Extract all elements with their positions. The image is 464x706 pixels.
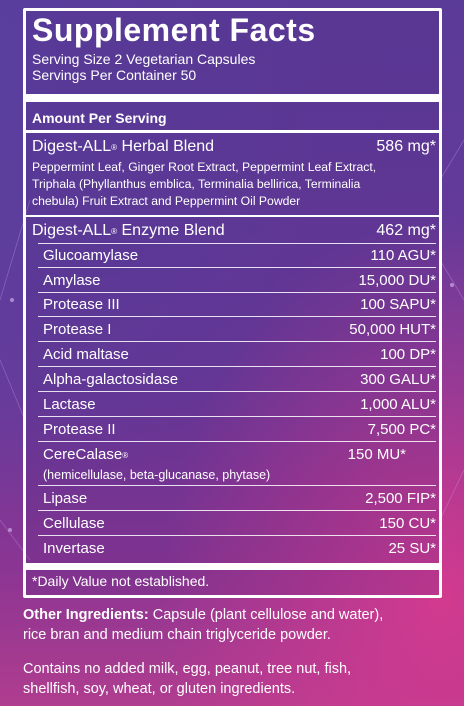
enzyme-row [32, 513, 436, 534]
enzyme-row [32, 344, 436, 365]
row-divider [38, 485, 436, 486]
enzyme-row [32, 419, 436, 440]
serving-size: Serving Size 2 Vegetarian Capsules [32, 51, 256, 67]
herbal-ingredients-line: Triphala (Phyllanthus emblica, Terminalia bellirica, Terminalia [32, 177, 361, 191]
row-divider [38, 366, 436, 367]
enzyme-amount: 100 DP* [380, 346, 436, 363]
enzyme-name: Glucoamylase [43, 247, 139, 264]
amount-per-serving-header: Amount Per Serving [32, 110, 167, 126]
herbal-ingredients-line: Peppermint Leaf, Ginger Root Extract, Peppermint Leaf Extract, [32, 160, 377, 174]
servings-per-container: Servings Per Container 50 [32, 67, 197, 83]
enzyme-row [32, 369, 436, 390]
enzyme-row [32, 538, 436, 559]
enzyme-name: Amylase [43, 272, 101, 289]
allergen-statement: Contains no added milk, egg, peanut, tree nut, fish, [23, 661, 352, 677]
header-divider [26, 130, 439, 133]
enzyme-amount: 110 AGU* [370, 247, 436, 264]
other-ingredients [23, 605, 383, 625]
enzyme-amount: 150 CU* [379, 515, 436, 532]
row-divider [38, 391, 436, 392]
allergen-statement-line2: shellfish, soy, wheat, or gluten ingredients. [23, 681, 296, 697]
herbal-blend-name: Digest-ALL® Herbal Blend [32, 138, 215, 155]
enzyme-blend-name: Digest-ALL® Enzyme Blend [32, 222, 225, 239]
enzyme-row [32, 294, 436, 315]
row-divider [38, 510, 436, 511]
enzyme-amount: 2,500 FIP* [365, 490, 436, 507]
other-ingredients-text: Capsule (plant cellulose and water), [148, 607, 384, 623]
enzyme-name: Cellulase [43, 515, 105, 532]
row-divider [38, 243, 436, 244]
row-divider [38, 341, 436, 342]
enzyme-amount: 1,000 ALU* [360, 396, 436, 413]
section-divider [26, 215, 439, 217]
thick-divider [26, 563, 439, 570]
enzyme-amount: 150 MU* [347, 446, 406, 463]
page-title: Supplement Facts [32, 12, 316, 48]
enzyme-row [32, 270, 436, 291]
enzyme-row [32, 319, 436, 340]
enzyme-name: Acid maltase [43, 346, 129, 363]
enzyme-name: Alpha-galactosidase [43, 371, 179, 388]
row-divider [38, 267, 436, 268]
enzyme-amount: 25 SU* [388, 540, 436, 557]
other-ingredients-line2: rice bran and medium chain triglyceride powder. [23, 627, 331, 643]
row-divider [38, 535, 436, 536]
thick-divider [26, 94, 439, 102]
row-divider [38, 316, 436, 317]
row-divider [38, 441, 436, 442]
enzyme-name: Protease I [43, 321, 112, 338]
cerecalase-detail: (hemicellulase, beta-glucanase, phytase) [43, 468, 271, 482]
row-divider [38, 416, 436, 417]
enzyme-amount: 50,000 HUT* [349, 321, 436, 338]
enzyme-row [32, 245, 436, 266]
enzyme-name: Protease III [43, 296, 120, 313]
enzyme-amount: 300 GALU* [360, 371, 436, 388]
daily-value-footnote: *Daily Value not established. [32, 573, 210, 589]
enzyme-name: Protease II [43, 421, 116, 438]
herbal-blend-amount: 586 mg* [376, 138, 436, 155]
enzyme-name: Invertase [43, 540, 105, 557]
cerecalase-row [32, 444, 436, 465]
enzyme-name: Lipase [43, 490, 88, 507]
other-ingredients-label: Other Ingredients: [23, 607, 149, 623]
herbal-blend-row [32, 136, 436, 157]
enzyme-blend-row [32, 220, 436, 241]
enzyme-amount: 15,000 DU* [358, 272, 436, 289]
enzyme-name: Lactase [43, 396, 96, 413]
enzyme-blend-amount: 462 mg* [376, 222, 436, 239]
enzyme-amount: 7,500 PC* [367, 421, 436, 438]
enzyme-row [32, 394, 436, 415]
row-divider [38, 292, 436, 293]
enzyme-name: CereCalase® [43, 446, 129, 463]
herbal-ingredients-line: chebula) Fruit Extract and Peppermint Oil Powder [32, 194, 301, 208]
enzyme-amount: 100 SAPU* [360, 296, 436, 313]
enzyme-row [32, 488, 436, 509]
